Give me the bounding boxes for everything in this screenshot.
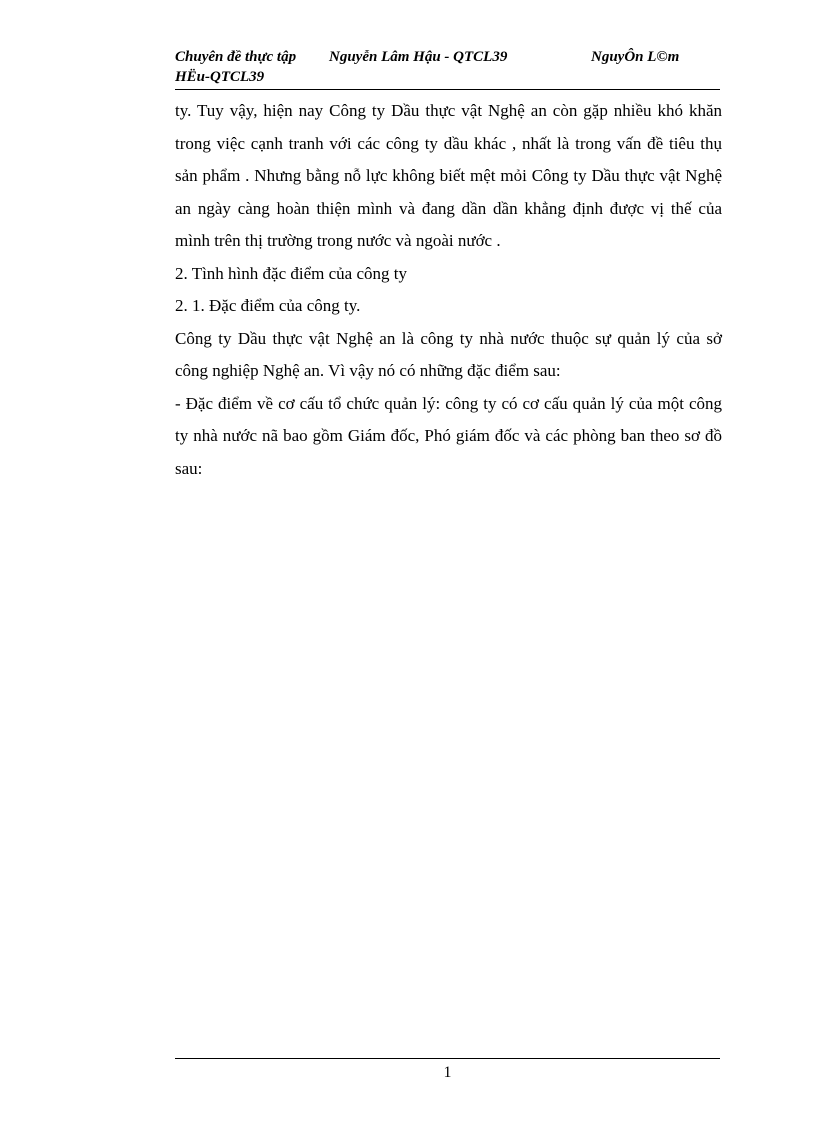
header-course-title: Chuyên đề thực tập: [175, 49, 297, 65]
header-author-garbled: NguyÔn L©m: [591, 49, 680, 65]
body-paragraph-3: - Đặc điểm về cơ cấu tổ chức quản lý: công ty có cơ cấu quản lý của một công ty nhà nước nã bao gồm Giám đốc, Phó giám đốc và các phòng ban theo sơ đồ sau:: [175, 393, 722, 478]
section-heading-2-1: 2. 1. Đặc điểm của công ty.: [175, 296, 361, 315]
body-paragraph-1: ty. Tuy vậy, hiện nay Công ty Dầu thực vật Nghệ an còn gặp nhiều khó khăn trong việc cạnh tranh với các công ty dầu khác , nhất là trong vấn đề tiêu thụ sản phẩm . Nhưng bằng nỗ lực không biết mệt mỏi Công ty Dầu thực vật Nghệ an ngày càng hoàn thiện mình và đang dần dần khẳng định được vị thế của mình trên thị trường trong nước và ngoài nước .: [175, 101, 722, 250]
page-number: 1: [443, 1064, 452, 1081]
header-line: [175, 47, 720, 67]
body-paragraph-2: Công ty Dầu thực vật Nghệ an là công ty nhà nước thuộc sự quản lý của sở công nghiệp Nghệ an. Vì vậy nó có những đặc điểm sau:: [175, 328, 722, 380]
header-divider: [175, 89, 720, 90]
page-header: [175, 47, 720, 85]
header-author: Nguyễn Lâm Hậu - QTCL39: [329, 49, 508, 65]
header-author-garbled-continued: HËu-QTCL39: [175, 69, 265, 85]
page-body: [175, 95, 722, 485]
footer-divider: [175, 1058, 720, 1059]
section-heading-2: 2. Tình hình đặc điểm của công ty: [175, 263, 407, 283]
